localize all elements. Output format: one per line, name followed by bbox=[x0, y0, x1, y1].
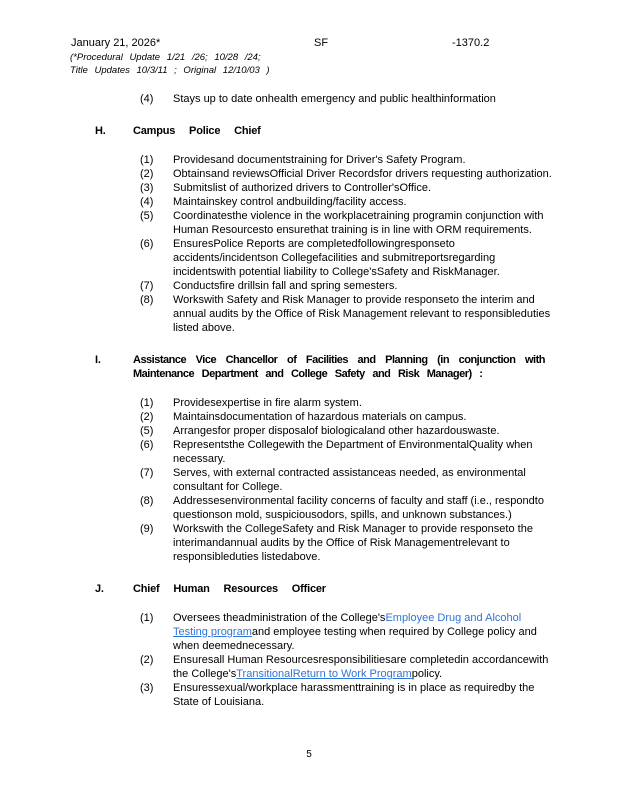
section-title: Chief Human Resources Officer bbox=[133, 583, 326, 595]
section-title-line-2: Maintenance Department and College Safety and Risk Manager) : bbox=[133, 368, 483, 380]
list-item-text: Providesand documentstraining for Driver's Safety Program. bbox=[173, 154, 466, 166]
list-item-number: (8) bbox=[140, 495, 154, 507]
page-number: 5 bbox=[306, 749, 312, 760]
section-heading-i bbox=[95, 353, 618, 381]
list-item bbox=[140, 466, 618, 494]
list-item-text: Providesexpertise in fire alarm system. bbox=[173, 397, 362, 409]
header-date: January 21, 2026* bbox=[71, 37, 161, 49]
list-item bbox=[140, 293, 618, 335]
list-item-text-segment: policy. bbox=[411, 668, 443, 680]
list-item bbox=[140, 611, 618, 653]
list-item bbox=[140, 681, 618, 709]
list-item-text: Conductsfire drillsin fall and spring semesters. bbox=[173, 280, 398, 292]
list-item bbox=[140, 237, 618, 279]
list-item-text: Workswith the CollegeSafety and Risk Manager to provide responseto the interimandannual audits by the Office of Risk Managementrelevant to responsibleduties listedabove. bbox=[173, 523, 533, 563]
list-item bbox=[140, 195, 618, 209]
section-title-line-1: Assistance Vice Chancellor of Facilities and Planning (in conjunction with bbox=[133, 354, 545, 366]
section-letter: I. bbox=[95, 354, 101, 366]
list-item-text-segment: Ensuresall Human Resourcesresponsibilitiesare completedin accordancewith the College's bbox=[173, 654, 549, 680]
list-item-number: (5) bbox=[140, 210, 154, 222]
list-item-number: (2) bbox=[140, 411, 154, 423]
list-item bbox=[140, 181, 618, 195]
list-item bbox=[140, 153, 618, 167]
list-item-text: Coordinatesthe violence in the workplacetraining programin conjunction with Human Resourcesto ensurethat training is in line with ORM requirements. bbox=[173, 210, 544, 236]
list-item-number: (8) bbox=[140, 294, 154, 306]
list-item-number: (1) bbox=[140, 397, 154, 409]
revision-note-line-2: Title Updates 10/3/11 ; Original 12/10/03 ) bbox=[70, 65, 270, 76]
section-title: Campus Police Chief bbox=[133, 125, 261, 137]
list-item-number: (2) bbox=[140, 654, 154, 666]
list-item bbox=[140, 424, 618, 438]
section-heading-j bbox=[95, 582, 618, 596]
list-item-number: (5) bbox=[140, 425, 154, 437]
link-text-line-1: Employee Drug and Alcohol bbox=[385, 612, 522, 624]
list-item-number: (4) bbox=[140, 93, 154, 105]
list-item-text: Obtainsand reviewsOfficial Driver Recordsfor drivers requesting authorization. bbox=[173, 168, 552, 180]
list-item-number: (9) bbox=[140, 523, 154, 535]
list-item bbox=[140, 92, 618, 106]
list-item bbox=[140, 410, 618, 424]
revision-note-line-1: (*Procedural Update 1/21 /26; 10/28 /24; bbox=[70, 52, 261, 63]
list-item-text: Maintainsdocumentation of hazardous materials on campus. bbox=[173, 411, 467, 423]
section-letter: J. bbox=[95, 583, 104, 595]
list-item-number: (3) bbox=[140, 682, 154, 694]
list-item-number: (6) bbox=[140, 439, 154, 451]
list-item bbox=[140, 494, 618, 522]
list-item bbox=[140, 396, 618, 410]
list-item-text-segment: and employee testing when required by College policy and when deemednecessary. bbox=[173, 626, 537, 652]
list-item-text: Arrangesfor proper disposalof biologicaland other hazardouswaste. bbox=[173, 425, 500, 437]
header-doc-code: SF bbox=[314, 37, 329, 49]
list-item-text-segment: Oversees theadministration of the College's bbox=[173, 612, 386, 624]
list-item-text bbox=[173, 611, 553, 653]
list-item-number: (3) bbox=[140, 182, 154, 194]
list-item bbox=[140, 279, 618, 293]
list-item-text: Maintainskey control andbuilding/facility access. bbox=[173, 196, 407, 208]
list-item-text: Stays up to date onhealth emergency and public healthinformation bbox=[173, 93, 496, 105]
document-body bbox=[0, 92, 618, 709]
transitional-return-to-work-program-link[interactable]: TransitionalReturn to Work Program bbox=[236, 668, 412, 680]
list-item-text: EnsuresPolice Reports are completedfollowingresponseto accidents/incidentson Collegefacilities and submitreportsregarding incidentswith potential liability to College'sSafety and RiskManager. bbox=[173, 238, 500, 278]
list-item-text: Serves, with external contracted assistanceas needed, as environmental consultant for College. bbox=[173, 467, 526, 493]
list-item bbox=[140, 209, 618, 237]
section-letter: H. bbox=[95, 125, 106, 137]
list-item bbox=[140, 522, 618, 564]
list-item-number: (7) bbox=[140, 467, 154, 479]
section-heading-h bbox=[95, 124, 618, 138]
list-item-number: (1) bbox=[140, 612, 154, 624]
list-item-text: Submitslist of authorized drivers to Controller'sOffice. bbox=[173, 182, 432, 194]
revision-note bbox=[70, 51, 270, 77]
list-item-text: Ensuressexual/workplace harassmenttraining is in place as requiredby the State of Louisiana. bbox=[173, 682, 535, 708]
list-item-number: (6) bbox=[140, 238, 154, 250]
list-item-text: Workswith Safety and Risk Manager to provide responseto the interim and annual audits by the Office of Risk Management relevant to responsibleduties listed above. bbox=[173, 294, 551, 334]
section-title bbox=[133, 353, 545, 381]
list-item-number: (1) bbox=[140, 154, 154, 166]
list-item-text: Representsthe Collegewith the Department of EnvironmentalQuality when necessary. bbox=[173, 439, 533, 465]
list-item-number: (7) bbox=[140, 280, 154, 292]
link-text-line-2: Testing program bbox=[173, 626, 252, 638]
list-item bbox=[140, 653, 618, 681]
list-item bbox=[140, 167, 618, 181]
list-item-text: Addressesenvironmental facility concerns of faculty and staff (i.e., respondto questionson mold, suspiciousodors, spills, and unknown substances.) bbox=[173, 495, 544, 521]
list-item-number: (4) bbox=[140, 196, 154, 208]
list-item bbox=[140, 438, 618, 466]
list-item-number: (2) bbox=[140, 168, 154, 180]
list-item-text bbox=[173, 653, 553, 681]
header-doc-number: -1370.2 bbox=[452, 37, 490, 49]
